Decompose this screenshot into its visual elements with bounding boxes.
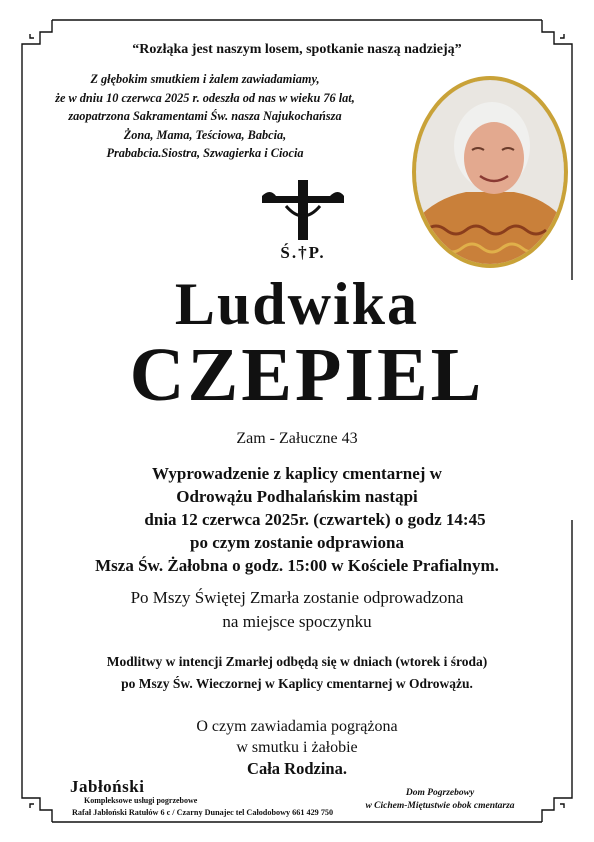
symbol-initials: Ś.†P. — [280, 243, 326, 262]
family-notice — [0, 716, 594, 779]
funeral-line: po czym zostanie odprawiona — [190, 533, 404, 552]
family-line: O czym zawiadamia pogrążona — [196, 718, 398, 735]
funeral-line: Msza Św. Żałobna o godz. 15:00 w Kościele Prafialnym. — [95, 556, 499, 575]
intro-line: że w dniu 10 czerwca 2025 r. odeszła od nas w wieku 76 lat, — [55, 90, 355, 105]
burial-info — [0, 586, 594, 634]
portrait-photo — [412, 76, 568, 268]
quote: “Rozłąka jest naszym losem, spotkanie naszą nadzieją” — [132, 42, 462, 57]
cross-icon — [258, 178, 348, 240]
funeral-info — [0, 462, 594, 577]
prayer-info — [0, 651, 594, 695]
home-line: w Cichem-Miętustwie obok cmentarza — [365, 801, 515, 811]
funeral-home-address: Rafał Jabłoński Ratułów 6 c / Czarny Dunajec tel Całodobowy 661 429 750 — [72, 808, 334, 817]
burial-line: Po Mszy Świętej Zmarła zostanie odprowadzona — [130, 588, 464, 607]
family-signature: Cała Rodzina. — [247, 759, 347, 778]
funeral-line: dnia 12 czerwca 2025r. (czwartek) o godz 14:45 — [144, 510, 486, 529]
address: Zam - Załuczne 43 — [236, 430, 358, 447]
funeral-home-subtitle: Kompleksowe usługi pogrzebowe — [84, 796, 198, 805]
home-line: Dom Pogrzebowy — [405, 788, 475, 798]
funeral-line: Wyprowadzenie z kaplicy cmentarnej w — [152, 464, 442, 483]
intro-text — [40, 70, 370, 163]
burial-line: na miejsce spoczynku — [222, 612, 372, 631]
intro-line: Z głębokim smutkiem i żalem zawiadamiamy, — [90, 72, 320, 86]
intro-line: zaopatrzona Sakramentami Św. nasza Najukochańsza — [68, 109, 342, 124]
prayer-line: po Mszy Św. Wieczornej w Kaplicy cmentarnej w Odrowążu. — [121, 676, 473, 691]
portrait-figure-icon — [416, 80, 564, 264]
first-name: Ludwika — [174, 271, 420, 337]
funeral-home-location — [350, 787, 530, 813]
intro-line: Żona, Mama, Teściowa, Babcia, — [123, 127, 287, 142]
funeral-home-brand: Jabłoński — [70, 777, 145, 796]
last-name: CZEPIEL — [129, 333, 485, 417]
prayer-line: Modlitwy w intencji Zmarłej odbędą się w dniach (wtorek i środa) — [106, 654, 488, 669]
family-line: w smutku i żałobie — [236, 739, 358, 756]
cross-symbol — [258, 178, 348, 260]
intro-line: Prababcia.Siostra, Szwagierka i Ciocia — [106, 146, 304, 161]
funeral-line: Odrowążu Podhalańskim nastąpi — [176, 487, 418, 506]
